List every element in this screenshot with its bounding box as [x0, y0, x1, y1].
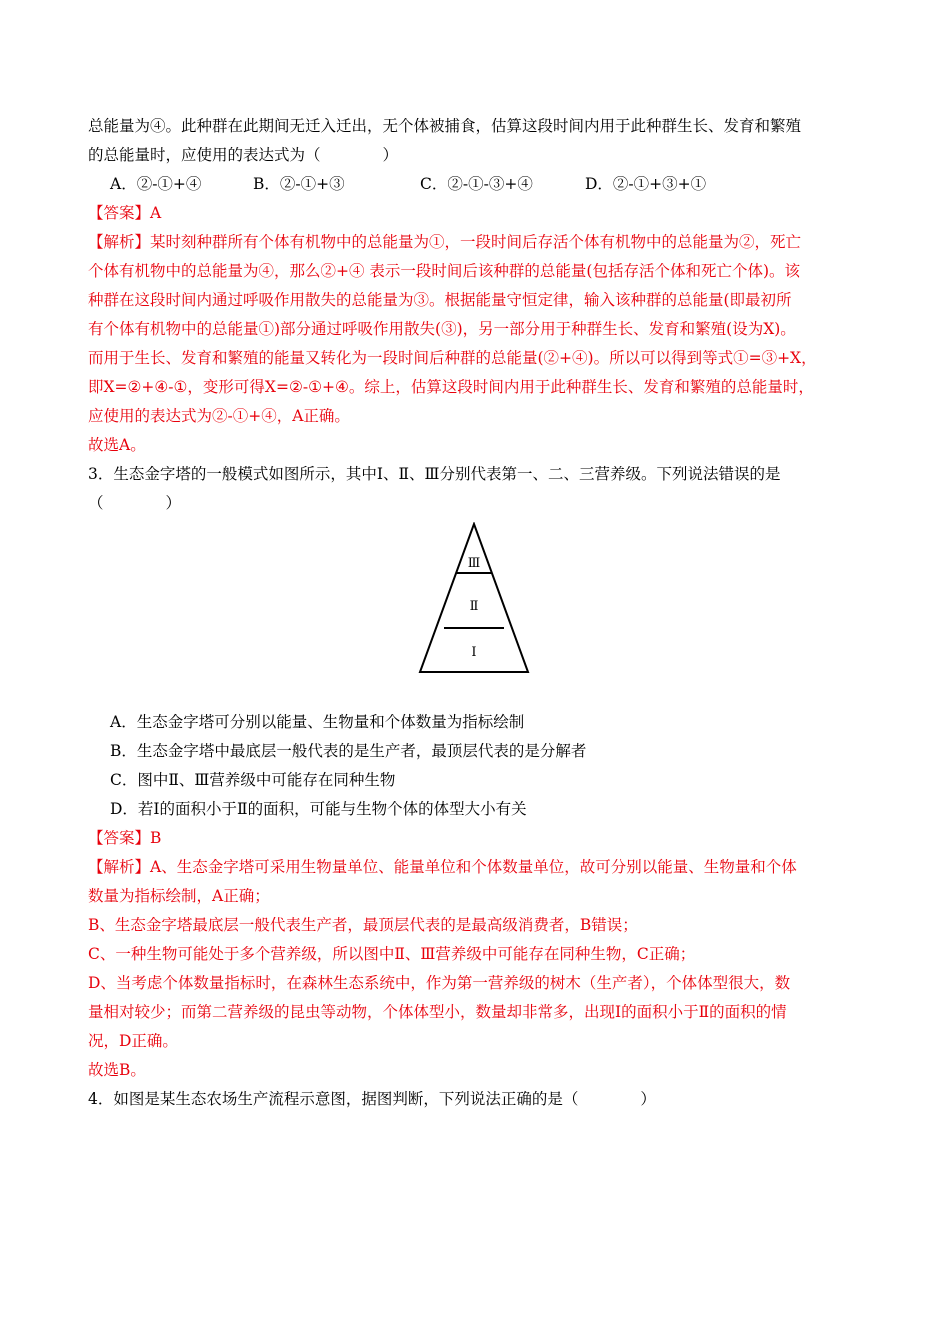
q3-analysis-line5: D、当考虑个体数量指标时，在森林生态系统中，作为第一营养级的树木（生产者），个体体型很大，数: [88, 974, 791, 992]
q2-option-b: B．②-①+③: [253, 175, 345, 193]
q3-option-b: B．生态金字塔中最底层一般代表的是生产者，最顶层代表的是分解者: [110, 742, 587, 760]
q2-analysis-line6: 即X=②+④-①，变形可得X=②-①+④。综上，估算这段时间内用于此种群生长、发育和繁殖的总能量时，: [88, 378, 814, 396]
pyramid-diagram: [418, 522, 530, 674]
q2-analysis-line1: 【解析】某时刻种群所有个体有机物中的总能量为①，一段时间后存活个体有机物中的总能量为②，死亡: [88, 233, 802, 251]
q4-stem: 4．如图是某生态农场生产流程示意图，据图判断，下列说法正确的是（ ）: [88, 1090, 656, 1108]
q2-stem-line1: 总能量为④。此种群在此期间无迁入迁出，无个体被捕食，估算这段时间内用于此种群生长、发育和繁殖: [88, 117, 802, 135]
pyramid-level-3-label: Ⅲ: [467, 556, 481, 571]
q3-analysis-line1: 【解析】A、生态金字塔可采用生物量单位、能量单位和个体数量单位，故可分别以能量、生物量和个体: [88, 858, 797, 876]
q2-stem-line2: 的总能量时，应使用的表达式为（ ）: [88, 146, 399, 164]
document-page: [88, 112, 858, 1114]
q3-stem-line2: （ ）: [88, 494, 182, 512]
q3-analysis-line7: 况，D正确。: [88, 1032, 178, 1050]
q2-option-a: A．②-①+④: [110, 175, 202, 193]
q2-analysis-line4: 有个体有机物中的总能量①)部分通过呼吸作用散失(③)，另一部分用于种群生长、发育和繁殖(设为X)。: [88, 320, 796, 338]
ecological-pyramid-figure: [88, 518, 858, 708]
q3-conclusion: 故选B。: [88, 1061, 146, 1079]
q3-analysis-line6: 量相对较少；而第二营养级的昆虫等动物，个体体型小，数量却非常多，出现Ⅰ的面积小于Ⅱ的面积的情: [88, 1003, 787, 1021]
q2-options: [88, 170, 858, 199]
q3-option-c: C．图中Ⅱ、Ⅲ营养级中可能存在同种生物: [110, 771, 396, 789]
q3-option-d: D．若Ⅰ的面积小于Ⅱ的面积，可能与生物个体的体型大小有关: [110, 800, 527, 818]
q3-option-a: A．生态金字塔可分别以能量、生物量和个体数量为指标绘制: [110, 713, 525, 731]
q2-answer: 【答案】A: [88, 204, 162, 222]
pyramid-level-2-label: Ⅱ: [469, 599, 479, 614]
q3-analysis-line3: B、生态金字塔最底层一般代表生产者，最顶层代表的是最高级消费者，B错误；: [88, 916, 638, 934]
q3-answer: 【答案】B: [88, 829, 162, 847]
q2-analysis-line5: 而用于生长、发育和繁殖的能量又转化为一段时间后种群的总能量(②+④)。所以可以得到等式①=③+X，: [88, 349, 817, 367]
q2-option-c: C．②-①-③+④: [420, 175, 533, 193]
pyramid-level-1-label: Ⅰ: [471, 645, 477, 660]
q3-stem-line1: 3．生态金字塔的一般模式如图所示，其中Ⅰ、Ⅱ、Ⅲ分别代表第一、二、三营养级。下列说法错误的是: [88, 465, 781, 483]
q3-analysis-line2: 数量为指标绘制，A正确；: [88, 887, 270, 905]
q2-analysis-line7: 应使用的表达式为②-①+④，A正确。: [88, 407, 350, 425]
q2-analysis-line2: 个体有机物中的总能量为④，那么②+④ 表示一段时间后该种群的总能量(包括存活个体和死亡个体)。该: [88, 262, 801, 280]
q3-analysis-line4: C、一种生物可能处于多个营养级，所以图中Ⅱ、Ⅲ营养级中可能存在同种生物，C正确；: [88, 945, 696, 963]
q2-conclusion: 故选A。: [88, 436, 146, 454]
q2-option-d: D．②-①+③+①: [585, 175, 707, 193]
q2-analysis-line3: 种群在这段时间内通过呼吸作用散失的总能量为③。根据能量守恒定律，输入该种群的总能量(即最初所: [88, 291, 792, 309]
